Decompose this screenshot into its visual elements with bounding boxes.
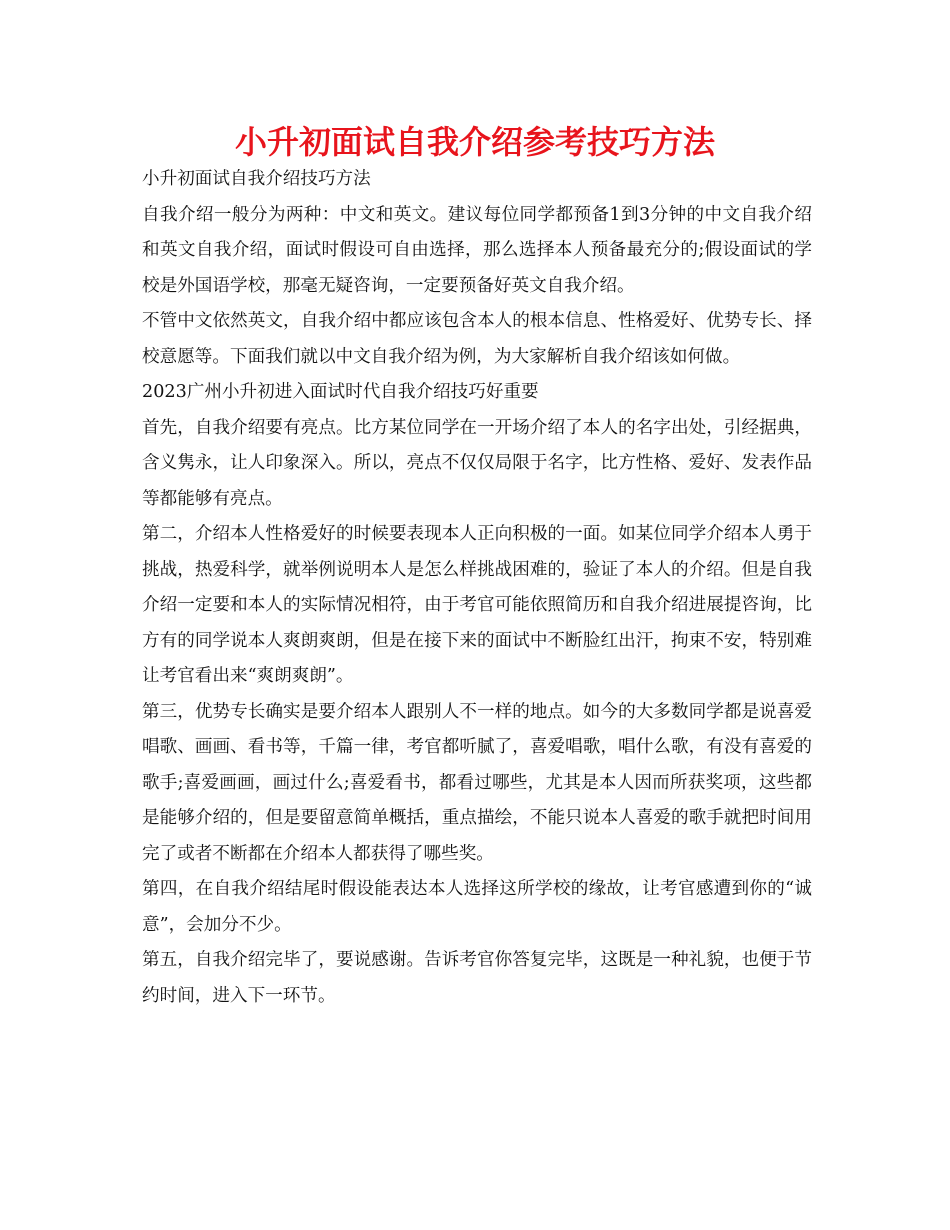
paragraph: 第五，自我介绍完毕了，要说感谢。告诉考官你答复完毕，这既是一种礼貌，也便于节约时间，进入下一环节。 [142, 950, 812, 1006]
paragraph: 不管中文依然英文，自我介绍中都应该包含本人的根本信息、性格爱好、优势专长、择校意愿等。下面我们就以中文自我介绍为例，为大家解析自我介绍该如何做。 [142, 311, 812, 367]
paragraph: 第二，介绍本人性格爱好的时候要表现本人正向积极的一面。如某位同学介绍本人勇于挑战，热爱科学，就举例说明本人是怎么样挑战困难的，验证了本人的介绍。但是自我介绍一定要和本人的实际情况相符，由于考官可能依照简历和自我介绍进展提咨询，比方有的同学说本人爽朗爽朗，但是在接下来的面试中不断脸红出汗，拘束不安，特别难让考官看出来“爽朗爽朗”。 [142, 524, 812, 686]
paragraph: 自我介绍一般分为两种：中文和英文。建议每位同学都预备1到3分钟的中文自我介绍和英文自我介绍，面试时假设可自由选择，那么选择本人预备最充分的;假设面试的学校是外国语学校，那毫无疑咨询，一定要预备好英文自我介绍。 [142, 204, 812, 296]
document-title: 小升初面试自我介绍参考技巧方法 [234, 123, 715, 161]
document-body [142, 162, 812, 1014]
paragraph: 第三，优势专长确实是要介绍本人跟别人不一样的地点。如今的大多数同学都是说喜爱唱歌、画画、看书等，千篇一律，考官都听腻了，喜爱唱歌，唱什么歌，有没有喜爱的歌手;喜爱画画，画过什么;喜爱看书，都看过哪些，尤其是本人因而所获奖项，这些都是能够介绍的，但是要留意简单概括，重点描绘，不能只说本人喜爱的歌手就把时间用完了或者不断都在介绍本人都获得了哪些奖。 [142, 701, 812, 864]
paragraph: 第四，在自我介绍结尾时假设能表达本人选择这所学校的缘故，让考官感遭到你的“诚意”，会加分不少。 [142, 879, 812, 935]
subtitle-paragraph: 小升初面试自我介绍技巧方法 [142, 169, 371, 189]
section-heading: 2023广州小升初进入面试时代自我介绍技巧好重要 [142, 382, 539, 402]
paragraph: 首先，自我介绍要有亮点。比方某位同学在一开场介绍了本人的名字出处，引经据典，含义隽永，让人印象深入。所以，亮点不仅仅局限于名字，比方性格、爱好、发表作品等都能够有亮点。 [142, 417, 812, 509]
